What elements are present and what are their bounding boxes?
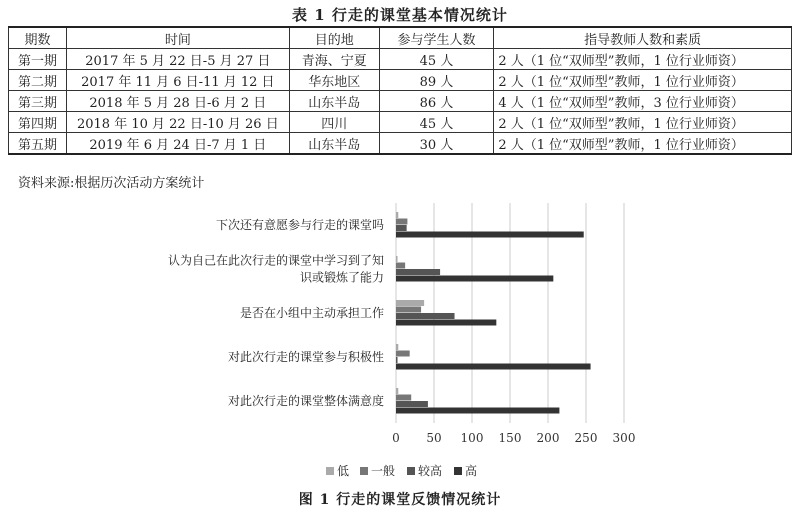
bar-较高 <box>396 401 428 407</box>
x-tick-label: 0 <box>392 431 400 445</box>
legend-label: 一般 <box>371 464 396 478</box>
bar-较高 <box>396 225 407 231</box>
cell-teachers: 2 人（1 位“双师型”教师，1 位行业师资） <box>494 49 792 70</box>
table-row <box>9 49 792 70</box>
header-students: 参与学生人数 <box>379 27 494 49</box>
x-tick-label: 50 <box>426 431 442 445</box>
bar-低 <box>396 212 398 218</box>
table-row <box>9 70 792 91</box>
cell-destination: 青海、宁夏 <box>289 49 379 70</box>
category-label: 对此次行走的课堂整体满意度 <box>227 394 384 408</box>
legend-swatch-一般 <box>360 467 368 475</box>
x-tick-label: 100 <box>460 431 484 445</box>
x-tick-label: 250 <box>574 431 598 445</box>
cell-time: 2018 年 5 月 28 日-6 月 2 日 <box>66 91 289 112</box>
cell-teachers: 2 人（1 位“双师型”教师，1 位行业师资） <box>494 70 792 91</box>
bar-一般 <box>396 263 405 269</box>
feedback-bar-chart <box>0 195 800 487</box>
cell-time: 2018 年 10 月 22 日-10 月 26 日 <box>66 112 289 133</box>
table-row <box>9 112 792 133</box>
bar-高 <box>396 364 591 370</box>
x-tick-label: 300 <box>612 431 636 445</box>
cell-destination: 华东地区 <box>289 70 379 91</box>
bar-一般 <box>396 351 410 357</box>
bar-低 <box>396 256 398 262</box>
cell-period: 第二期 <box>9 70 67 91</box>
table-row <box>9 91 792 112</box>
bar-高 <box>396 276 553 282</box>
stats-table <box>8 26 792 155</box>
cell-destination: 山东半岛 <box>289 91 379 112</box>
figure-caption: 图 1 行走的课堂反馈情况统计 <box>298 492 502 508</box>
table-row <box>9 133 792 155</box>
cell-time: 2017 年 11 月 6 日-11 月 12 日 <box>66 70 289 91</box>
cell-teachers: 2 人（1 位“双师型”教师，1 位行业师资） <box>494 112 792 133</box>
bar-低 <box>396 344 398 350</box>
bar-一般 <box>396 307 421 313</box>
cell-period: 第一期 <box>9 49 67 70</box>
bar-高 <box>396 320 496 326</box>
bar-高 <box>396 408 559 414</box>
cell-destination: 山东半岛 <box>289 133 379 155</box>
legend-swatch-高 <box>454 467 462 475</box>
cell-students: 45 人 <box>379 112 494 133</box>
legend-label: 高 <box>465 464 478 478</box>
bar-高 <box>396 232 584 238</box>
data-source-note: 资料来源:根据历次活动方案统计 <box>18 176 205 191</box>
cell-period: 第四期 <box>9 112 67 133</box>
cell-period: 第三期 <box>9 91 67 112</box>
bar-较高 <box>396 313 455 319</box>
table-title: 表 1 行走的课堂基本情况统计 <box>292 6 508 24</box>
header-time: 时间 <box>66 27 289 49</box>
cell-students: 86 人 <box>379 91 494 112</box>
x-tick-label: 150 <box>498 431 522 445</box>
header-period: 期数 <box>9 27 67 49</box>
table-header-row <box>9 27 792 49</box>
legend-label: 较高 <box>418 464 443 478</box>
header-teachers: 指导教师人数和素质 <box>494 27 792 49</box>
cell-time: 2019 年 6 月 24 日-7 月 1 日 <box>66 133 289 155</box>
bar-一般 <box>396 395 411 401</box>
bar-低 <box>396 388 398 394</box>
cell-teachers: 4 人（1 位“双师型”教师，3 位行业师资） <box>494 91 792 112</box>
x-tick-label: 200 <box>536 431 560 445</box>
legend-swatch-低 <box>326 467 334 475</box>
cell-period: 第五期 <box>9 133 67 155</box>
bar-低 <box>396 300 424 306</box>
header-destination: 目的地 <box>289 27 379 49</box>
category-label: 下次还有意愿参与行走的课堂吗 <box>215 218 384 232</box>
bar-一般 <box>396 219 407 225</box>
cell-students: 89 人 <box>379 70 494 91</box>
cell-time: 2017 年 5 月 22 日-5 月 27 日 <box>66 49 289 70</box>
category-label: 识或锻炼了能力 <box>299 270 384 285</box>
bar-较高 <box>396 357 398 363</box>
category-label: 认为自己在此次行走的课堂中学习到了知 <box>167 253 384 268</box>
category-label: 对此次行走的课堂参与积极性 <box>227 350 384 364</box>
cell-destination: 四川 <box>289 112 379 133</box>
cell-students: 45 人 <box>379 49 494 70</box>
category-label: 是否在小组中主动承担工作 <box>239 306 384 320</box>
legend-label: 低 <box>337 464 350 478</box>
bar-较高 <box>396 269 440 275</box>
cell-teachers: 2 人（1 位“双师型”教师，1 位行业师资） <box>494 133 792 155</box>
cell-students: 30 人 <box>379 133 494 155</box>
legend-swatch-较高 <box>407 467 415 475</box>
